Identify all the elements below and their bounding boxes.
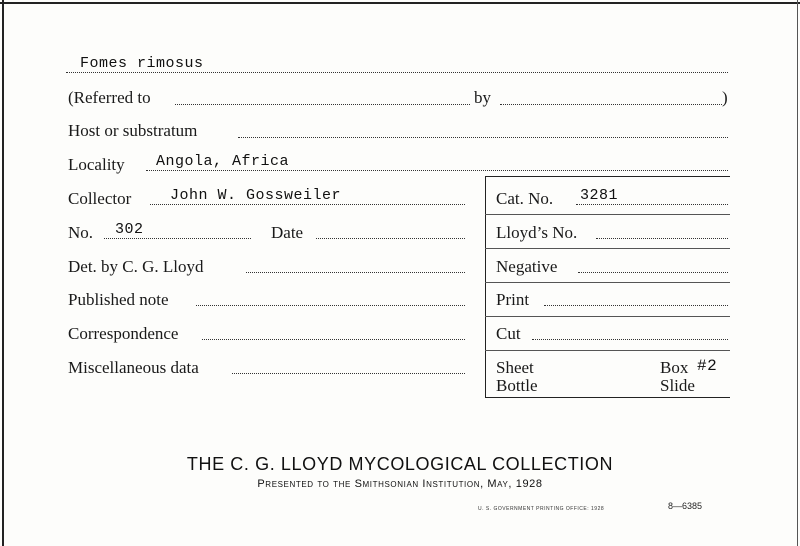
collection-title: THE C. G. LLOYD MYCOLOGICAL COLLECTION	[186, 454, 614, 474]
host-line	[238, 137, 728, 138]
species-name-line	[66, 72, 728, 73]
correspondence-line	[202, 339, 465, 340]
catalog-box-top	[485, 176, 730, 177]
det-by-line	[246, 272, 465, 273]
referred-close-paren: )	[722, 88, 728, 107]
cat-no-value: 3281	[580, 187, 619, 204]
locality-label: Locality	[68, 155, 125, 174]
host-label: Host or substratum	[68, 121, 198, 140]
collector-line	[150, 204, 465, 205]
print-line	[544, 305, 728, 306]
sheet-label: Sheet	[496, 358, 534, 377]
locality-value: Angola, Africa	[156, 153, 290, 170]
misc-data-line	[232, 373, 465, 374]
catalog-divider-3	[485, 282, 730, 283]
negative-label: Negative	[496, 257, 558, 276]
lloyds-no-line	[596, 238, 728, 239]
catalog-divider-2	[485, 248, 730, 249]
species-name: Fomes rimosus	[80, 55, 204, 72]
number-value: 302	[115, 221, 144, 238]
card-top-border	[0, 2, 800, 4]
bottle-label: Bottle	[496, 376, 538, 395]
box-value: #2	[697, 357, 718, 375]
referred-by-label: by	[474, 88, 491, 107]
printing-office-imprint: U. S. GOVERNMENT PRINTING OFFICE: 1928	[478, 506, 605, 512]
catalog-divider-4	[485, 316, 730, 317]
correspondence-label: Correspondence	[68, 324, 179, 343]
cut-line	[532, 339, 728, 340]
det-by-label: Det. by C. G. Lloyd	[68, 257, 204, 276]
collector-label: Collector	[68, 189, 132, 208]
box-label: Box	[660, 358, 689, 377]
misc-data-label: Miscellaneous data	[68, 358, 199, 377]
referred-to-line	[175, 104, 470, 105]
lloyds-no-label: Lloyd’s No.	[496, 223, 578, 242]
number-line	[104, 238, 251, 239]
locality-line	[146, 170, 728, 171]
number-label: No.	[68, 223, 94, 242]
referred-to-label: (Referred to	[68, 88, 151, 107]
referred-by-line	[500, 104, 722, 105]
catalog-divider-1	[485, 214, 730, 215]
form-number: 8—6385	[668, 501, 703, 511]
cut-label: Cut	[496, 324, 521, 343]
cat-no-label: Cat. No.	[496, 189, 554, 208]
catalog-divider-5	[485, 350, 730, 351]
date-line	[316, 238, 465, 239]
print-label: Print	[496, 290, 530, 309]
negative-line	[578, 272, 728, 273]
published-note-label: Published note	[68, 290, 169, 309]
date-label: Date	[271, 223, 304, 242]
catalog-box-bottom	[485, 397, 730, 398]
collection-subtitle: Presented to the Smithsonian Institution, May, 1928	[257, 478, 543, 490]
catalog-box-left	[485, 176, 486, 397]
cat-no-line	[576, 204, 728, 205]
slide-label: Slide	[660, 376, 695, 395]
published-note-line	[196, 305, 465, 306]
collector-value: John W. Gossweiler	[170, 187, 342, 204]
